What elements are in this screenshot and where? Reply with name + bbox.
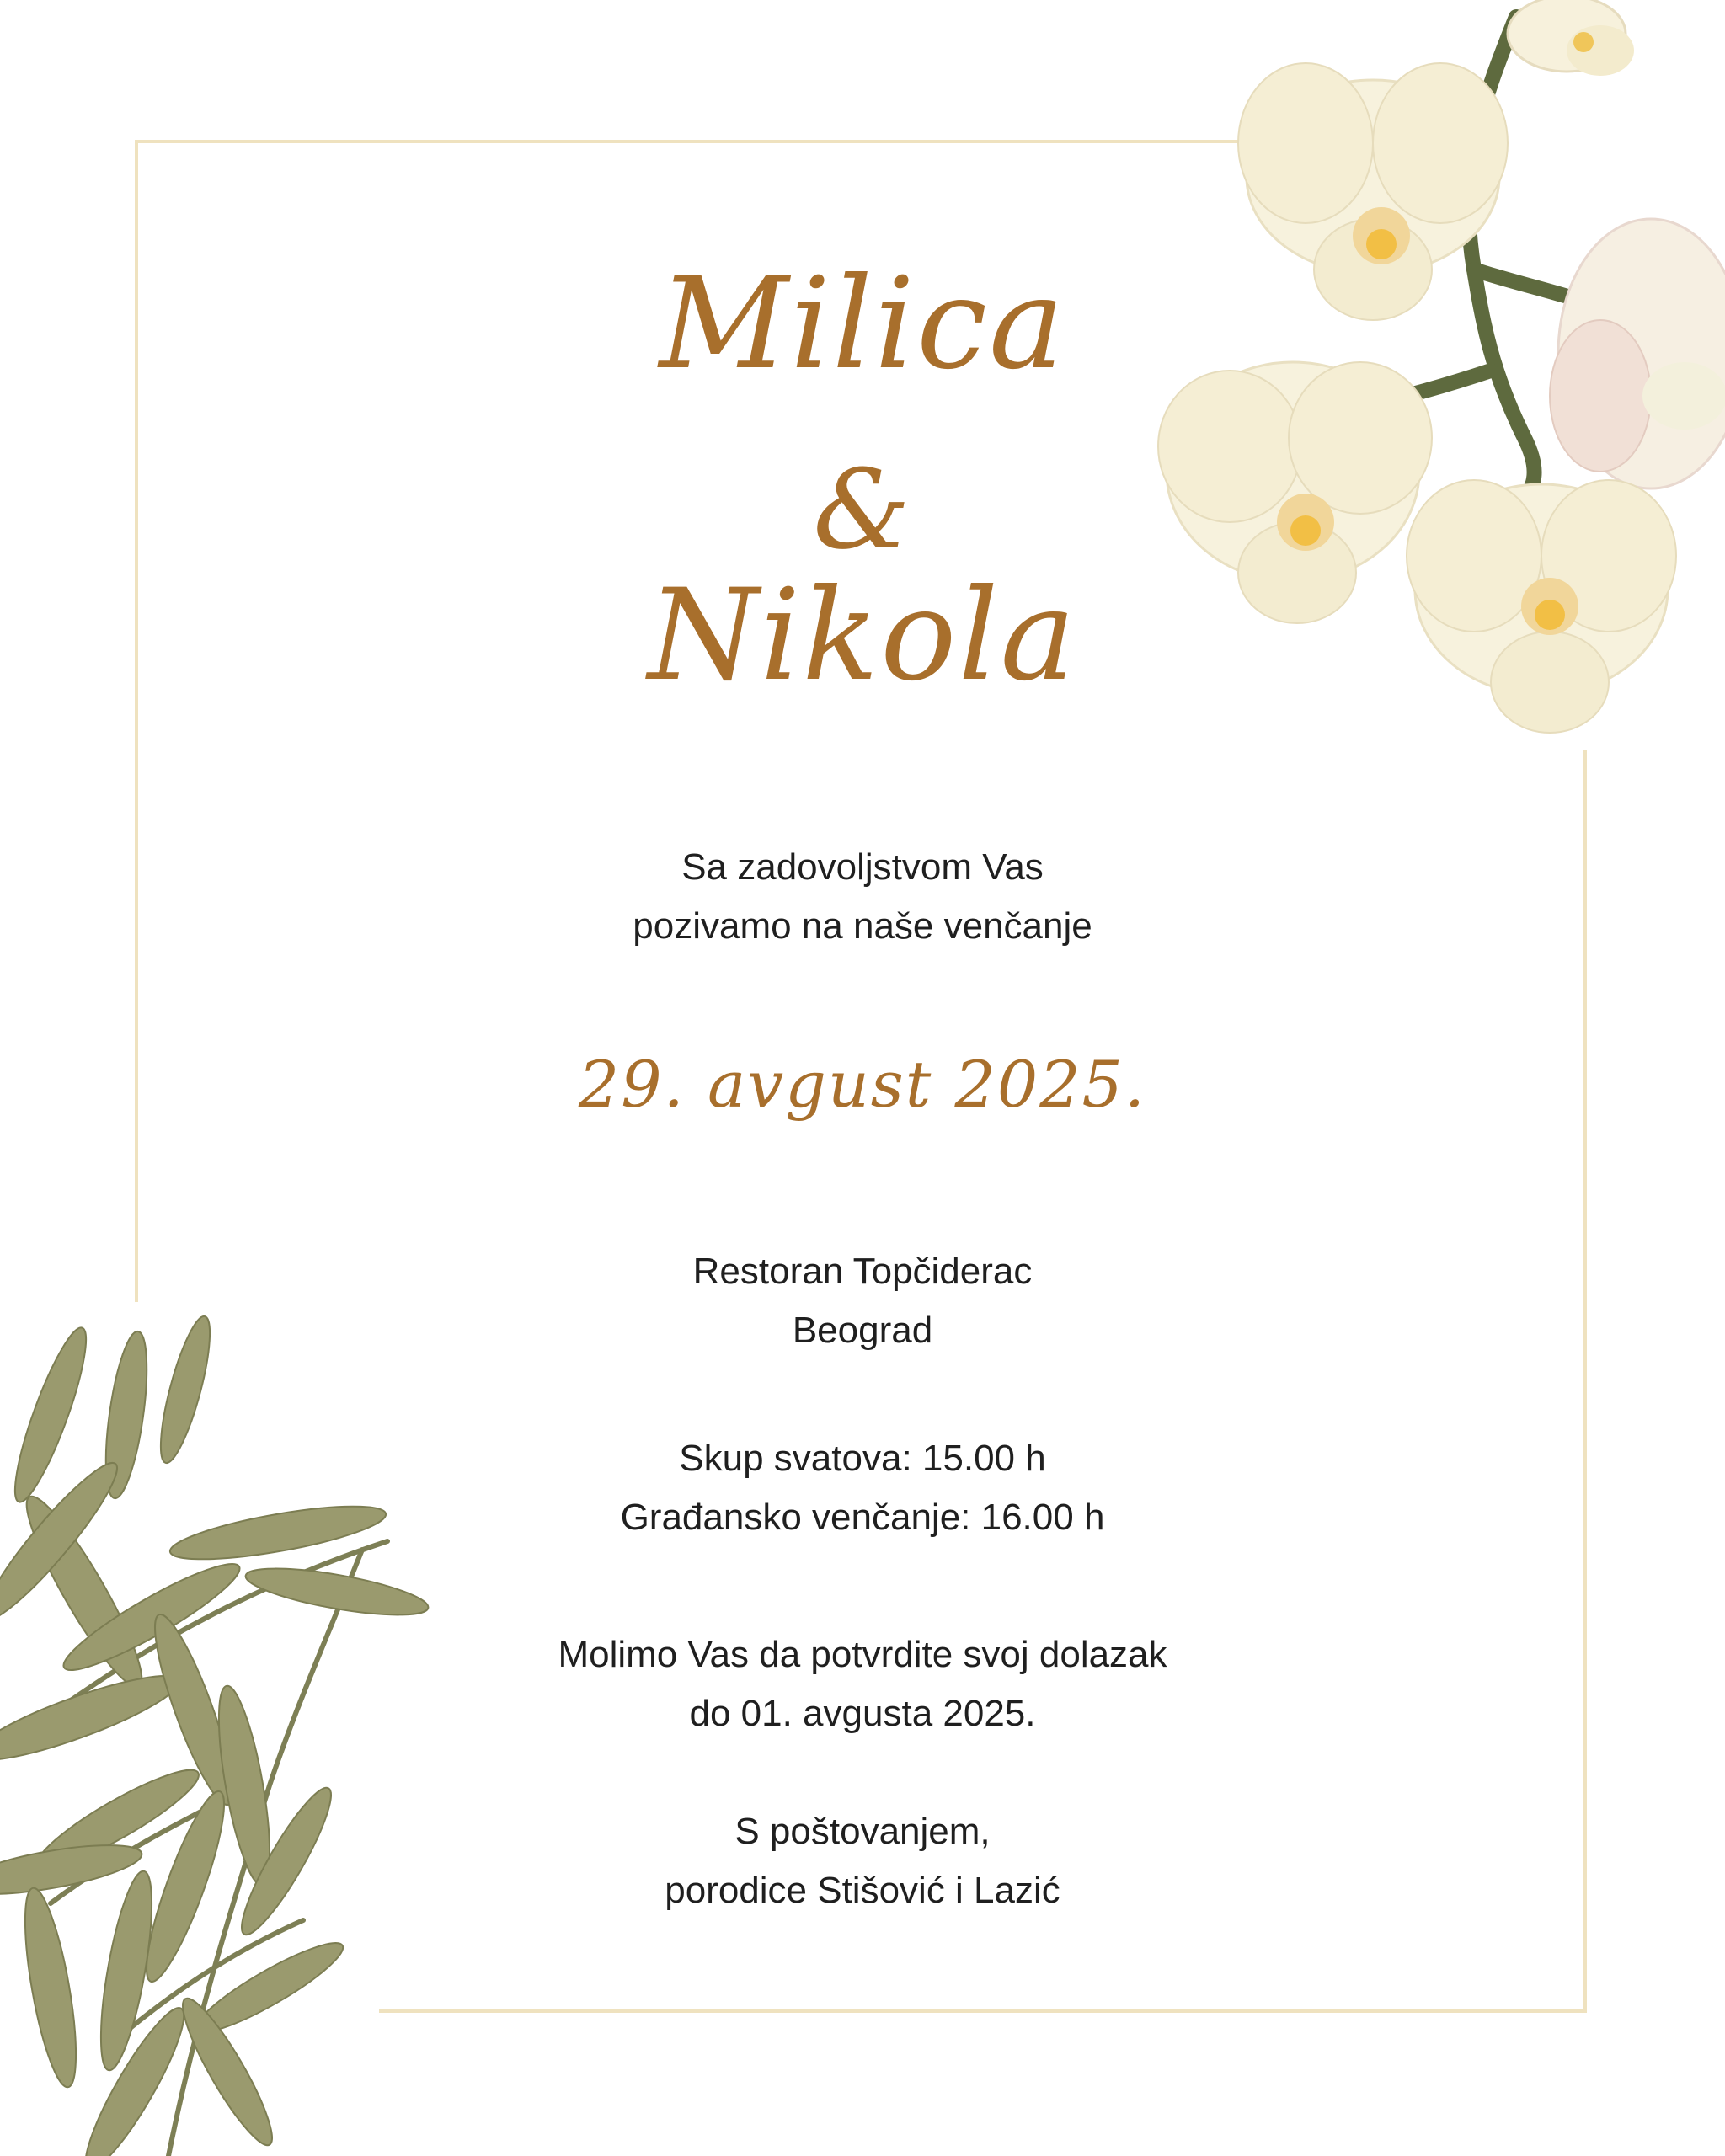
rsvp-line-2: do 01. avgusta 2025. [689,1693,1036,1734]
rsvp-line-1: Molimo Vas da potvrdite svoj dolazak [558,1634,1167,1675]
closing-line-1: S poštovanjem, [734,1811,991,1852]
intro-line-2: pozivamo na naše venčanje [633,905,1092,947]
bride-name: Milica [659,251,1066,398]
groom-name: Nikola [648,563,1077,709]
orchid-bud [1508,0,1634,76]
venue-city: Beograd [792,1310,933,1351]
intro-text [0,838,1725,956]
schedule [0,1429,1725,1547]
frame-bottom-line [379,2009,1587,2013]
closing [0,1802,1725,1920]
venue-name: Restoran Topčiderac [692,1251,1033,1292]
wedding-date: 29. avgust 2025. [578,1047,1147,1122]
frame-top-line [135,140,1263,143]
venue [0,1242,1725,1360]
ampersand: & [813,446,912,574]
closing-line-2: porodice Stišović i Lazić [665,1870,1060,1911]
intro-line-1: Sa zadovoljstvom Vas [681,846,1044,888]
schedule-gathering: Skup svatova: 15.00 h [679,1438,1046,1479]
rsvp [0,1625,1725,1743]
schedule-ceremony: Građansko venčanje: 16.00 h [620,1497,1105,1538]
